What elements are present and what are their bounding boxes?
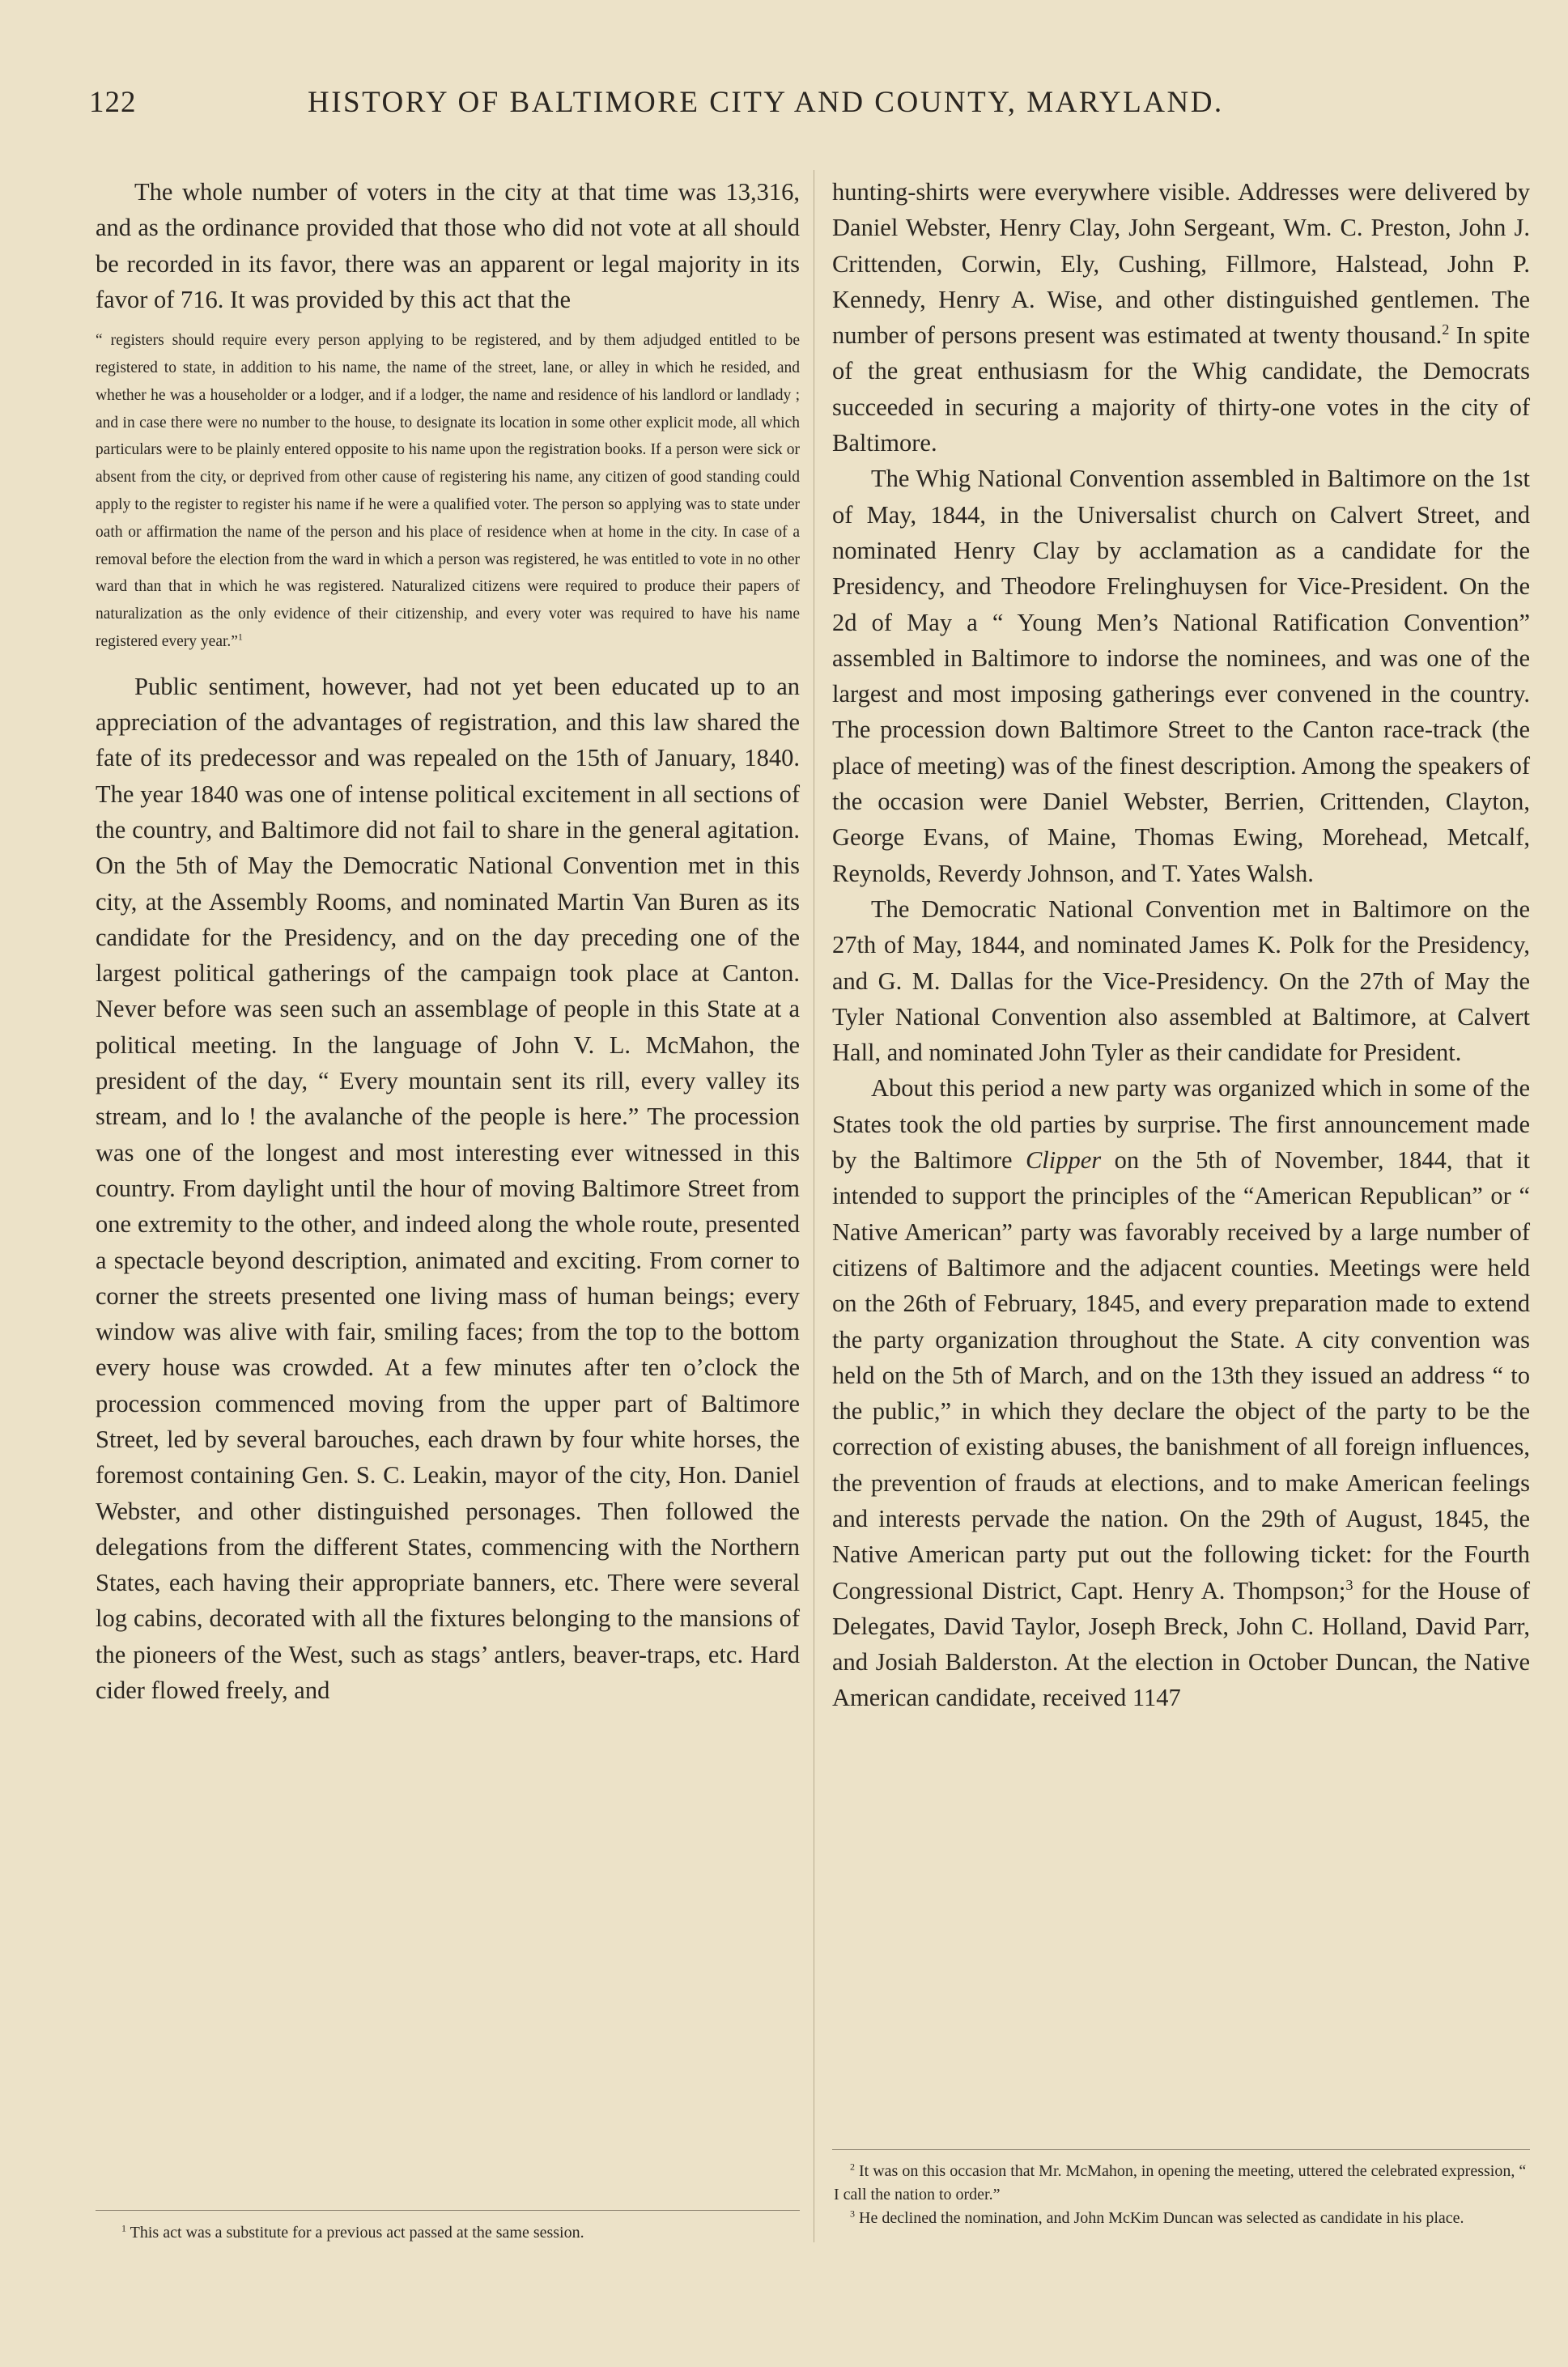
footnote-rule (96, 2210, 800, 2211)
paragraph: The Democratic National Convention met in Baltimore on the 27th of May, 1844, and nominated James K. Polk for the Presidency, and G. M. Dallas for the Vice-Presidency. On the 27th of May the Tyler National Convention also assembled at Baltimore, at Calvert Hall, and nominated John Tyler as their candidate for President. (832, 895, 1530, 1067)
block-quote (96, 327, 800, 656)
footnote (834, 2160, 1530, 2207)
footnote-marker: 3 (1345, 1576, 1353, 1593)
paragraph-text: for the House of Delegates, David Taylor, Joseph Breck, John C. Holland, David Parr, and Josiah Balderston. At the election in October Duncan, the Native American candidate, received 1147 (832, 1576, 1530, 1712)
footnotes-left (121, 2221, 801, 2245)
page-header (89, 85, 1352, 134)
running-title: HISTORY OF BALTIMORE CITY AND COUNTY, MARYLAND. (308, 86, 1224, 119)
paragraph-text: About this period a new party was organized which in some of the States took the old parties by surprise. The first announcement made by the Baltimore (832, 1074, 1530, 1175)
footnote-text: This act was a substitute for a previous act passed at the same session. (126, 2224, 584, 2242)
footnote-number: 2 (850, 2161, 855, 2173)
newspaper-title: Clipper (1025, 1146, 1102, 1175)
footnote-rule (832, 2149, 1530, 2150)
left-column (96, 174, 800, 1708)
footnote (121, 2221, 801, 2245)
right-column (832, 174, 1530, 1716)
footnote-text: He declined the nomination, and John McKim Duncan was selected as candidate in his place. (855, 2209, 1464, 2227)
footnote-number: 1 (121, 2222, 126, 2234)
footnote-text: It was on this occasion that Mr. McMahon, in opening the meeting, uttered the celebrated expression, “ I call the nation to order.” (834, 2162, 1527, 2203)
paragraph: The Whig National Convention assembled in Baltimore on the 1st of May, 1844, in the Universalist church on Calvert Street, and nominated Henry Clay by acclamation as a candidate for the Presidency, and Theodore Frelinghuysen for Vice-President. On the 2d of May a “ Young Men’s National Ratification Convention” assembled in Baltimore to indorse the nominees, and was one of the largest and most imposing gatherings ever convened in the country. The procession down Baltimore Street to the Canton race-track (the place of meeting) was of the finest description. Among the speakers of the occasion were Daniel Webster, Berrien, Crittenden, Clayton, George Evans, of Maine, Thomas Ewing, Morehead, Metcalf, Reynolds, Reverdy Johnson, and T. Yates Walsh. (832, 465, 1530, 887)
paragraph: The whole number of voters in the city at that time was 13,316, and as the ordinance provided that those who did not vote at all should be recorded in its favor, there was an apparent or legal majority in its favor of 716. It was provided by this act that the (96, 178, 800, 313)
paragraph-text: on the 5th of November, 1844, that it intended to support the principles of the “American Republican” or “ Native American” party was favorably received by a large number of citizens of Baltimore and the adjacent counties. Meetings were held on the 26th of February, 1845, and every preparation made to extend the party organization throughout the State. A city convention was held on the 5th of March, and on the 13th they issued an address “ to the public,” in which they declare the object of the party to be the correction of existing abuses, the banishment of all foreign influences, the prevention of frauds at elections, and to make American feelings and interests pervade the nation. On the 29th of August, 1845, the Native American party put out the following ticket: for the Fourth Congressional District, Capt. Henry A. Thompson; (832, 1146, 1530, 1604)
paragraph (832, 174, 1530, 461)
footnote-marker: 1 (237, 631, 243, 643)
footnotes-right (834, 2160, 1530, 2230)
paragraph (832, 1070, 1530, 1715)
footnote-number: 3 (850, 2208, 855, 2220)
paragraph-text: hunting-shirts were everywhere visible. Addresses were delivered by Daniel Webster, Henry Clay, John Sergeant, Wm. C. Preston, John J. Crittenden, Corwin, Ely, Cushing, Fillmore, Halstead, John P. Kennedy, Henry A. Wise, and other distinguished gentlemen. The number of persons present was estimated at twenty thousand. (832, 178, 1530, 350)
footnote (834, 2207, 1530, 2230)
footnote-marker: 2 (1442, 321, 1450, 338)
paragraph: Public sentiment, however, had not yet been educated up to an appreciation of the advantages of registration, and this law shared the fate of its predecessor and was repealed on the 15th of January, 1840. The year 1840 was one of intense political excitement in all sections of the country, and Baltimore did not fail to share in the general agitation. On the 5th of May the Democratic National Convention met in this city, at the Assembly Rooms, and nominated Martin Van Buren as its candidate for the Presidency, and on the day preceding one of the largest political gatherings of the campaign took place at Canton. Never before was seen such an assemblage of people in this State at a political meeting. In the language of John V. L. McMahon, the president of the day, “ Every mountain sent its rill, every valley its stream, and lo ! the avalanche of the people is here.” The procession was one of the longest and most interesting ever witnessed in this country. From daylight until the hour of moving Baltimore Street from one extremity to the other, and indeed along the whole route, presented a spectacle beyond description, animated and exciting. From corner to corner the streets presented one living mass of human beings; every window was alive with fair, smiling faces; from the top to the bottom every house was crowded. At a few minutes after ten o’clock the procession commenced moving from the upper part of Baltimore Street, led by several barouches, each drawn by four white horses, the foremost containing Gen. S. C. Leakin, mayor of the city, Hon. Daniel Webster, and other distinguished personages. Then followed the delegations from the different States, commencing with the Northern States, each having their appropriate banners, etc. There were several log cabins, decorated with all the fixtures belonging to the mansions of the pioneers of the West, such as stags’ antlers, beaver-traps, etc. Hard cider flowed freely, and (96, 672, 800, 1705)
page-number: 122 (89, 86, 137, 119)
paragraph-text: In spite of the great enthusiasm for the Whig candidate, the Democrats succeeded in securing a majority of thirty-one votes in the city of Baltimore. (832, 321, 1531, 457)
block-quote-text: “ registers should require every person applying to be registered, and by them adjudged entitled to be registered to state, in addition to his name, the name of the street, lane, or alley in which he resided, and whether he was a householder or a lodger, and if a lodger, the name and residence of his landlord or landlady ; and in case there were no number to the house, to designate its location in some other explicit mode, all which particulars were to be plainly entered opposite to his name upon the registration books. If a person were sick or absent from the city, or deprived from other cause of registering his name, any citizen of good standing could apply to the register to register his name if he were a qualified voter. The person so applying was to state under oath or affirmation the name of the person and his place of residence when at home in the city. In case of a removal before the election from the ward in which a person was registered, he was entitled to vote in no other ward than that in which he was registered. Naturalized citizens were required to produce their papers of naturalization as the only evidence of their citizenship, and every voter was required to have his name registered every year.” (96, 332, 800, 650)
